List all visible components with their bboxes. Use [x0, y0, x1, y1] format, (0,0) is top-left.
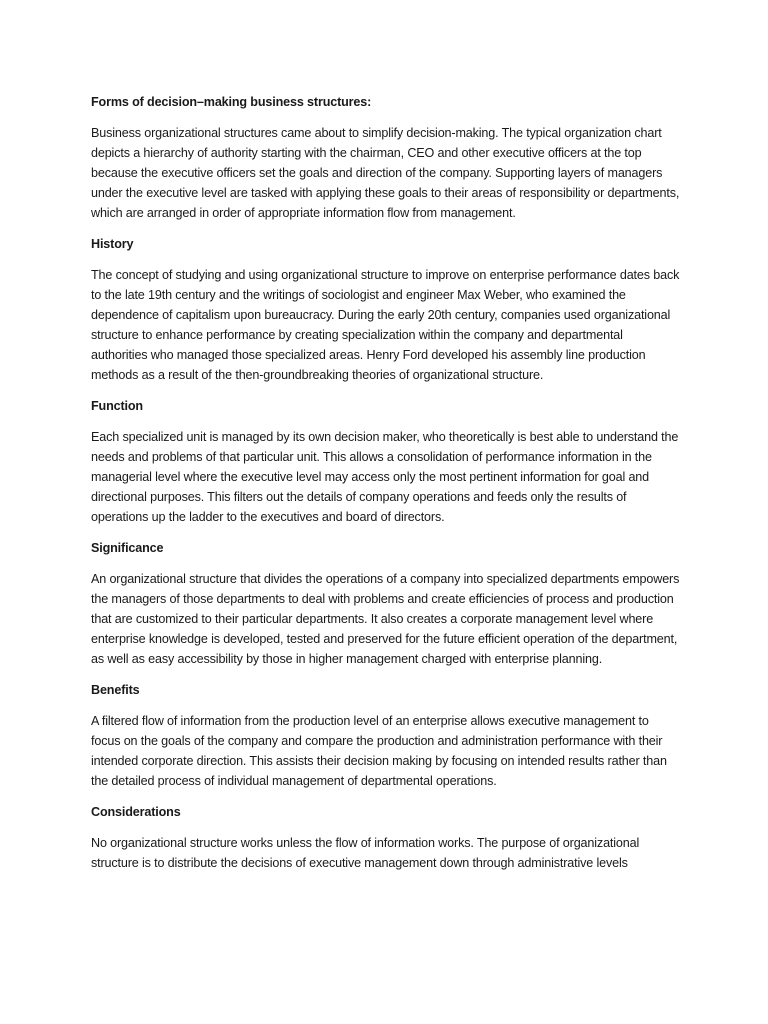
section-paragraph-function: Each specialized unit is managed by its own decision maker, who theoretically is best able to understand the needs and problems of that particular unit. This allows a consolidation of performance information in the managerial level where the executive level may access only the most pertinent information for goal and directional purposes. This filters out the details of company operations and feeds only the results of operations up the ladder to the executives and board of directors.	[91, 430, 679, 524]
section-paragraph-considerations: No organizational structure works unless the flow of information works. The purpose of organizational structure is to distribute the decisions of executive management down through administrative levels	[91, 836, 640, 870]
document-body	[91, 92, 681, 884]
section-paragraph-history: The concept of studying and using organizational structure to improve on enterprise performance dates back to the late 19th century and the writings of sociologist and engineer Max Weber, who examined the dependence of capitalism upon bureaucracy. During the early 20th century, companies used organizational structure to enhance performance by creating specialization within the company and departmental authorities who managed those specialized areas. Henry Ford developed his assembly line production methods as a result of the then-groundbreaking theories of organizational structure.	[91, 268, 680, 382]
section-heading-benefits: Benefits	[91, 683, 140, 697]
section-paragraph-significance: An organizational structure that divides the operations of a company into specialized departments empowers the managers of those departments to deal with problems and create efficiencies of process and production that are customized to their particular departments. It also creates a corporate management level where enterprise knowledge is developed, tested and preserved for the future efficient operation of the department, as well as easy accessibility by those in higher management charged with enterprise planning.	[91, 572, 680, 666]
section-heading-considerations: Considerations	[91, 805, 181, 819]
section-paragraph-forms: Business organizational structures came about to simplify decision-making. The typical organization chart depicts a hierarchy of authority starting with the chairman, CEO and other executive officers at the top because the executive officers set the goals and direction of the company. Supporting layers of managers under the executive level are tasked with applying these goals to their areas of responsibility or departments, which are arranged in order of appropriate information flow from management.	[91, 126, 680, 220]
section-heading-history: History	[91, 237, 134, 251]
section-heading-forms: Forms of decision–making business structures:	[91, 95, 372, 109]
section-paragraph-benefits: A filtered flow of information from the production level of an enterprise allows executive management to focus on the goals of the company and compare the production and administration performance with their intended corporate direction. This assists their decision making by focusing on intended results rather than the detailed process of individual management of departmental operations.	[91, 714, 667, 788]
section-heading-function: Function	[91, 399, 143, 413]
section-heading-significance: Significance	[91, 541, 164, 555]
